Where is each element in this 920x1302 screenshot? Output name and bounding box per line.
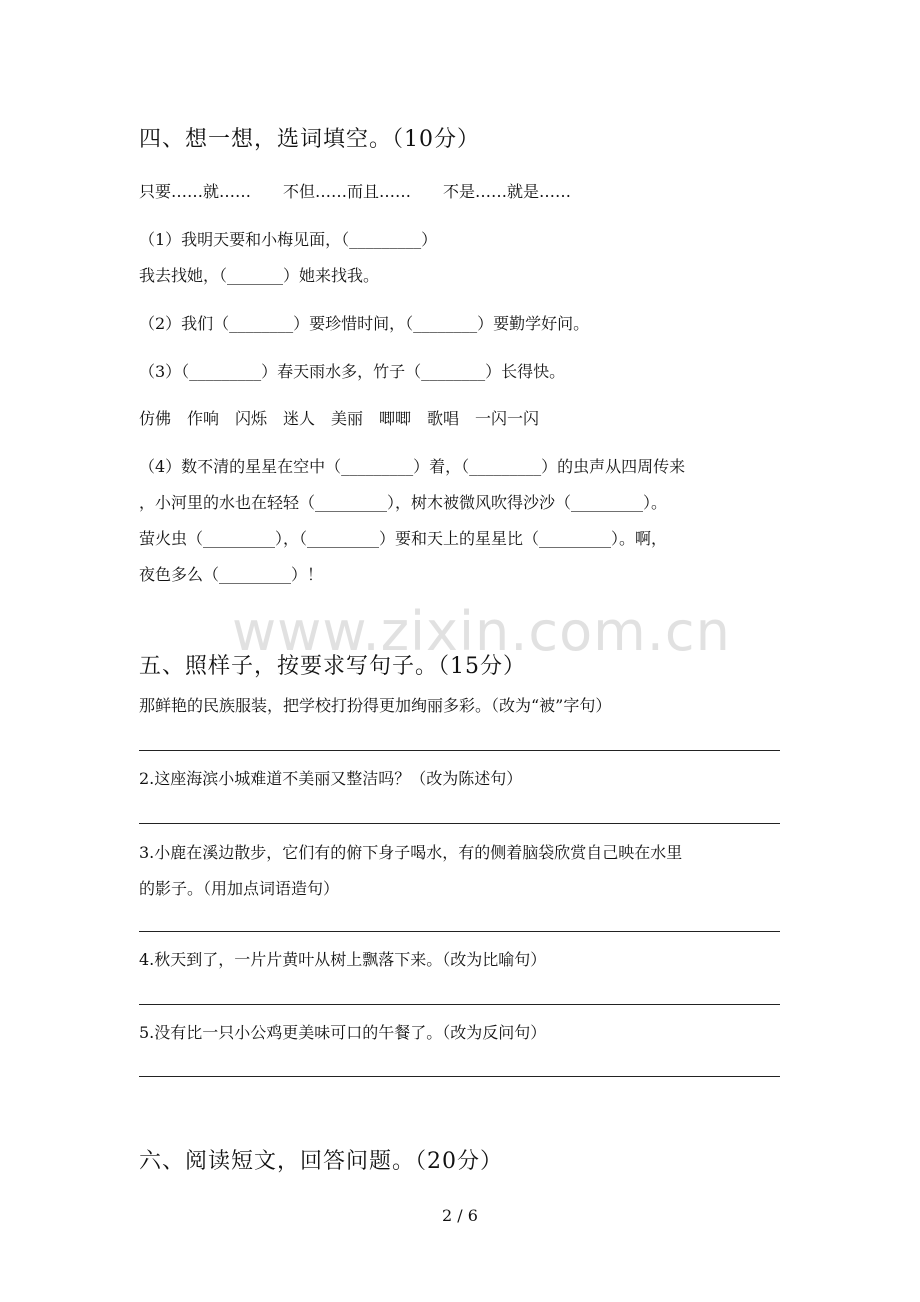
page-number: 2 / 6 — [442, 1206, 478, 1225]
question-4-4-line-4: 夜色多么（_________）！ — [139, 565, 324, 584]
question-4-1-line-2: 我去找她，（_______）她来找我。 — [139, 266, 380, 285]
watermark: www.zixin.com.cn — [232, 600, 731, 663]
section-5-title: 五、照样子，按要求写句子。（15分） — [139, 654, 526, 679]
answer-line-3 — [139, 931, 780, 932]
question-5-4: 4.秋天到了，一片片黄叶从树上飘落下来。（改为比喻句） — [139, 950, 547, 969]
section-6-title: 六、阅读短文，回答问题。（20分） — [139, 1149, 503, 1174]
answer-line-1 — [139, 750, 780, 751]
section-4-title: 四、想一想，选词填空。（10分） — [139, 127, 480, 152]
question-4-4-line-2: ，小河里的水也在轻轻（_________），树木被微风吹得沙沙（_________）。 — [139, 493, 668, 512]
word-bank-words: 仿佛 作响 闪烁 迷人 美丽 唧唧 歌唱 一闪一闪 — [139, 409, 540, 428]
question-5-1: 那鲜艳的民族服装，把学校打扮得更加绚丽多彩。（改为“被”字句） — [139, 696, 612, 715]
question-4-4-line-3: 萤火虫（_________），（_________）要和天上的星星比（_________）。啊， — [139, 529, 668, 548]
answer-line-4 — [139, 1004, 780, 1005]
question-5-3-line-2: 的影子。（用加点词语造句） — [139, 879, 340, 898]
question-5-3-line-1: 3.小鹿在溪边散步，它们有的俯下身子喝水，有的侧着脑袋欣赏自己映在水里 — [139, 843, 683, 862]
question-4-2: （2）我们（________）要珍惜时间，（________）要勤学好问。 — [139, 314, 590, 333]
question-5-2: 2.这座海滨小城难道不美丽又整洁吗？（改为陈述句） — [139, 769, 523, 788]
question-4-3: （3）（_________）春天雨水多，竹子（________）长得快。 — [139, 362, 566, 381]
word-bank-conjunctions: 只要……就…… 不但……而且…… 不是……就是…… — [139, 182, 572, 201]
answer-line-5 — [139, 1076, 780, 1077]
question-5-5: 5.没有比一只小公鸡更美味可口的午餐了。（改为反问句） — [139, 1023, 547, 1042]
question-4-4-line-1: （4）数不清的星星在空中（_________）着，（_________）的虫声从四周传来 — [139, 457, 686, 476]
answer-line-2 — [139, 823, 780, 824]
question-4-1-line-1: （1）我明天要和小梅见面，（_________） — [139, 230, 438, 249]
